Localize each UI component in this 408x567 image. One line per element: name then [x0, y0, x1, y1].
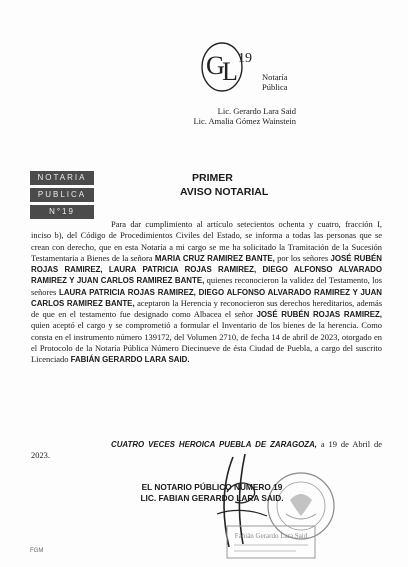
body-text-2: por los señores: [277, 252, 329, 263]
heirs-list-1: JOSÉ RUBÉN ROJAS RAMIREZ, LAURA PATRICIA ROJAS RAMIREZ, DIEGO ALFONSO ALVARADO RAMIREZ Y JUAN CARLOS RAMIREZ BANTE,: [31, 253, 383, 286]
body-text-3: quienes reconocieron la validez del Testamento, los señores: [31, 275, 382, 297]
side-stamp-line: NOTARIA: [30, 171, 94, 185]
notary-bold-name: FABIÁN GERARDO LARA SAID.: [70, 355, 190, 364]
rubber-stamp-text: Fabián Gerardo Lara Said: [234, 532, 308, 540]
signature-name: LIC. FABIAN GERARDO LARA SAID.: [140, 492, 284, 503]
title-line-2: AVISO NOTARIAL: [180, 186, 269, 198]
publica-line: Pública: [262, 82, 288, 92]
svg-text:19: 19: [238, 51, 252, 66]
executor-name: JOSÉ RUBÉN ROJAS RAMIREZ,: [256, 310, 382, 319]
body-text-1: Para dar cumplimiento al artículo setecientos ochenta y cuatro, fracción I, inciso b), del Código de Procedimientos Civiles del Estado, se informa a todas las personas que se crean con derecho, que en esta Notaría a mi cargo se me ha solicitado la Tramitación de la Sucesión Testamentaria a Bienes de la señora: [31, 219, 382, 263]
body-text-4: aceptaron la Herencia y reconocieron sus derechos hereditarios, además de que en el testamento fue designado como Albacea el señor: [31, 297, 383, 319]
city-name: CUATRO VECES HEROICA PUEBLA DE ZARAGOZA,: [111, 440, 317, 449]
svg-text:G: G: [206, 51, 225, 80]
side-stamp-line: PUBLICA: [30, 188, 94, 202]
signature-block: [132, 482, 292, 503]
notice-title: [160, 171, 268, 199]
signature-title: EL NOTARIO PÚBLICO NÚMERO 19: [141, 482, 283, 492]
body-text-5: quien aceptó el cargo y se comprometió a formular el Inventario de los bienes de la herencia. Como consta en el instrumento número 139172, del Volumen 2710, de fecha 14 de abril de 2023, otorgado en el Protocolo de la Notaría Pública Número Diecinueve de ésta Ciudad de Puebla, a cargo del suscrito Licenciado: [31, 320, 382, 364]
notice-body: [31, 219, 382, 365]
svg-text:L: L: [222, 57, 238, 86]
footer-logo: FGM: [30, 548, 44, 554]
side-stamp-line: N°19: [30, 205, 94, 219]
side-stamp: [30, 171, 94, 222]
date-text: a 19 de Abril de 2023.: [31, 439, 382, 461]
heirs-list-2: LAURA PATRICIA ROJAS RAMIREZ, DIEGO ALFONSO ALVARADO RAMIREZ Y JUAN CARLOS RAMIREZ BANTE,: [31, 287, 383, 308]
title-line-1: PRIMER: [192, 172, 233, 184]
notary-monogram-logo: [198, 40, 260, 94]
notaria-line: Notaría: [262, 72, 288, 82]
rubber-stamp: [226, 525, 316, 559]
notary-name-2: Lic. Amalia Gómez Wainstein: [193, 116, 296, 126]
notary-name-1: Lic. Gerardo Lara Said: [217, 106, 296, 116]
deceased-name: MARIA CRUZ RAMIREZ BANTE,: [154, 253, 275, 263]
notaria-publica-label: [262, 72, 288, 92]
notary-names: [190, 106, 296, 126]
